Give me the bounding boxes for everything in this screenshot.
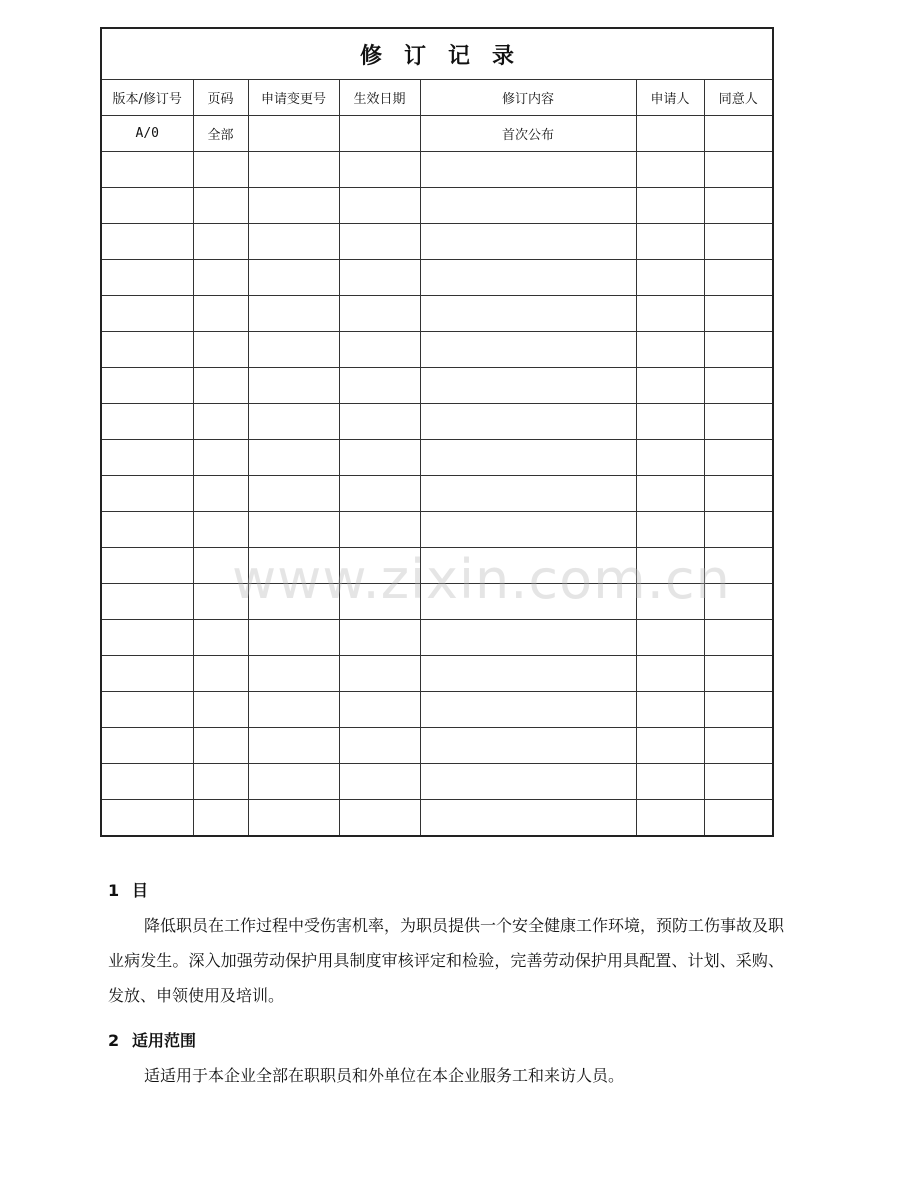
table-cell: [248, 404, 339, 440]
section-heading-2: [108, 1028, 196, 1051]
table-cell: [339, 296, 420, 332]
table-cell: [193, 332, 248, 368]
table-cell: [636, 620, 704, 656]
table-cell: [420, 584, 636, 620]
table-cell: [101, 188, 193, 224]
table-row: [101, 764, 773, 800]
column-header-approver: 同意人: [704, 80, 773, 116]
table-cell: [248, 800, 339, 837]
table-cell: [636, 656, 704, 692]
table-row: [101, 440, 773, 476]
table-cell: [248, 440, 339, 476]
table-cell: [101, 584, 193, 620]
table-cell: [339, 224, 420, 260]
table-cell: [193, 188, 248, 224]
table-cell: [636, 188, 704, 224]
table-cell: [101, 692, 193, 728]
table-cell: [339, 368, 420, 404]
table-cell: [248, 764, 339, 800]
watermark: www.zixin.com.cn: [232, 548, 731, 611]
table-cell: [636, 476, 704, 512]
table-cell: [420, 656, 636, 692]
table-cell: [248, 656, 339, 692]
table-cell: [704, 656, 773, 692]
table-cell: [101, 728, 193, 764]
table-cell: [636, 332, 704, 368]
table-cell: [636, 260, 704, 296]
section-heading-1: [108, 878, 148, 901]
table-cell: [339, 476, 420, 512]
table-cell: [636, 512, 704, 548]
table-cell: [193, 584, 248, 620]
table-row: [101, 620, 773, 656]
table-cell: [248, 224, 339, 260]
table-cell: [704, 404, 773, 440]
table-cell: [193, 152, 248, 188]
table-cell: [101, 656, 193, 692]
table-cell: [704, 476, 773, 512]
table-cell: [704, 800, 773, 837]
table-cell: [704, 692, 773, 728]
column-header-page: 页码: [193, 80, 248, 116]
section-title: 目: [132, 881, 149, 900]
table-cell: [420, 548, 636, 584]
section-number: 2: [108, 1031, 120, 1050]
table-cell: [101, 512, 193, 548]
section-number: 1: [108, 881, 120, 900]
table-cell: [339, 512, 420, 548]
table-cell: [420, 404, 636, 440]
table-cell: [636, 692, 704, 728]
table-row: [101, 188, 773, 224]
table-cell: [248, 476, 339, 512]
table-row: [101, 692, 773, 728]
table-cell: [636, 152, 704, 188]
table-cell: [704, 260, 773, 296]
table-cell: [420, 512, 636, 548]
table-cell: [193, 692, 248, 728]
table-cell: [704, 152, 773, 188]
table-cell: [704, 224, 773, 260]
table-cell: [704, 368, 773, 404]
table-cell: [339, 152, 420, 188]
table-cell: [339, 692, 420, 728]
table-cell: [193, 224, 248, 260]
table-cell: [339, 728, 420, 764]
table-cell: [339, 656, 420, 692]
table-cell: [101, 476, 193, 512]
table-cell: [636, 404, 704, 440]
table-cell: [339, 800, 420, 837]
table-cell: [248, 296, 339, 332]
table-cell: [193, 368, 248, 404]
table-row: [101, 116, 773, 152]
table-cell: [339, 440, 420, 476]
table-cell: [248, 512, 339, 548]
table-cell: [704, 764, 773, 800]
table-cell: [704, 188, 773, 224]
table-cell: [704, 116, 773, 152]
table-cell: [420, 224, 636, 260]
table-cell: [193, 440, 248, 476]
table-cell: [420, 764, 636, 800]
table-cell: [339, 188, 420, 224]
table-cell: [339, 620, 420, 656]
table-cell: [420, 476, 636, 512]
table-cell: [101, 368, 193, 404]
table-cell: [193, 476, 248, 512]
table-cell: [193, 404, 248, 440]
table-cell: [339, 260, 420, 296]
table-cell: [704, 332, 773, 368]
table-cell: [420, 800, 636, 837]
table-cell: [636, 728, 704, 764]
table-row: [101, 332, 773, 368]
section-body-text: 适适用于本企业全部在职职员和外单位在本企业服务工和来访人员。: [144, 1066, 625, 1085]
table-row: [101, 656, 773, 692]
table-row: [101, 548, 773, 584]
table-cell: [101, 260, 193, 296]
table-row: [101, 404, 773, 440]
table-cell: [420, 620, 636, 656]
table-cell: [248, 548, 339, 584]
table-cell: [193, 260, 248, 296]
table-cell: [248, 116, 339, 152]
table-cell: [101, 404, 193, 440]
table-row: [101, 152, 773, 188]
table-cell: [704, 548, 773, 584]
table-cell: [101, 548, 193, 584]
table-cell: [248, 692, 339, 728]
table-cell: 全部: [193, 116, 248, 152]
table-cell: A/0: [101, 116, 193, 152]
section-body-1: [108, 908, 784, 1013]
table-cell: [704, 584, 773, 620]
table-cell: [420, 728, 636, 764]
table-cell: [193, 728, 248, 764]
table-cell: [248, 620, 339, 656]
table-cell: [420, 296, 636, 332]
table-cell: [704, 728, 773, 764]
section-body-text: 降低职员在工作过程中受伤害机率，为职员提供一个安全健康工作环境，预防工伤事故及职业病发生。深入加强劳动保护用具制度审核评定和检验，完善劳动保护用具配置、计划、采购、发放、申领使用及培训。: [108, 916, 785, 1005]
table-row: [101, 512, 773, 548]
table-cell: [636, 548, 704, 584]
table-cell: [101, 224, 193, 260]
table-cell: [101, 800, 193, 837]
table-row: [101, 728, 773, 764]
table-cell: [704, 620, 773, 656]
table-cell: [193, 548, 248, 584]
table-cell: [193, 656, 248, 692]
table-cell: [636, 800, 704, 837]
table-cell: [248, 152, 339, 188]
table-cell: [248, 368, 339, 404]
column-header-effective-date: 生效日期: [339, 80, 420, 116]
table-cell: [193, 764, 248, 800]
table-cell: [193, 296, 248, 332]
table-row: [101, 224, 773, 260]
table-cell: [101, 296, 193, 332]
table-cell: [248, 584, 339, 620]
table-cell: [193, 800, 248, 837]
table-cell: [420, 368, 636, 404]
table-cell: [420, 332, 636, 368]
table-cell: [704, 512, 773, 548]
table-cell: [339, 764, 420, 800]
table-cell: [636, 116, 704, 152]
table-cell: 首次公布: [420, 116, 636, 152]
revision-record-table: [100, 27, 774, 837]
table-title: 修订记录: [101, 28, 773, 80]
table-row: [101, 584, 773, 620]
column-header-change-request: 申请变更号: [248, 80, 339, 116]
table-cell: [248, 260, 339, 296]
table-cell: [248, 728, 339, 764]
table-cell: [420, 440, 636, 476]
table-cell: [704, 440, 773, 476]
table-cell: [636, 584, 704, 620]
table-row: [101, 368, 773, 404]
table-row: [101, 260, 773, 296]
table-cell: [339, 548, 420, 584]
table-cell: [339, 332, 420, 368]
table-cell: [636, 296, 704, 332]
section-body-2: [108, 1058, 784, 1093]
table-cell: [636, 368, 704, 404]
table-cell: [339, 584, 420, 620]
column-header-revision-content: 修订内容: [420, 80, 636, 116]
table-cell: [101, 764, 193, 800]
table-row: [101, 476, 773, 512]
table-cell: [704, 296, 773, 332]
table-cell: [636, 224, 704, 260]
table-cell: [193, 620, 248, 656]
table-cell: [248, 188, 339, 224]
table-cell: [339, 116, 420, 152]
table-cell: [101, 440, 193, 476]
table-cell: [101, 620, 193, 656]
table-cell: [636, 440, 704, 476]
table-cell: [101, 152, 193, 188]
table-cell: [420, 152, 636, 188]
table-cell: [101, 332, 193, 368]
table-cell: [420, 260, 636, 296]
column-header-version: 版本/修订号: [101, 80, 193, 116]
table-row: [101, 800, 773, 837]
table-cell: [420, 692, 636, 728]
table-cell: [420, 188, 636, 224]
table-cell: [248, 332, 339, 368]
section-title: 适用范围: [132, 1031, 197, 1050]
table-header-row: [101, 80, 773, 116]
table-cell: [636, 764, 704, 800]
table-cell: [339, 404, 420, 440]
column-header-applicant: 申请人: [636, 80, 704, 116]
table-cell: [193, 512, 248, 548]
table-row: [101, 296, 773, 332]
